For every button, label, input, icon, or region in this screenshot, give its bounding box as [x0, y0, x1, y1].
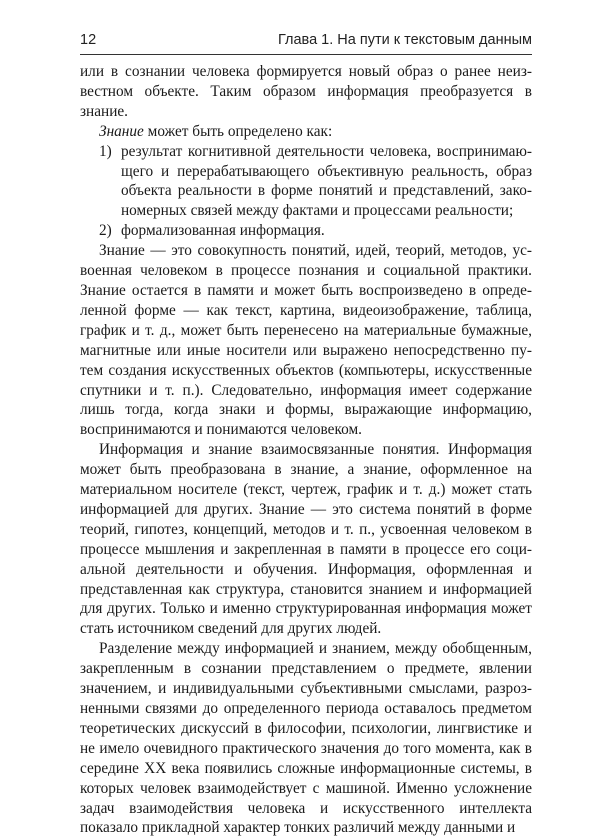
definition-list: [80, 142, 532, 242]
page-number: 12: [80, 32, 97, 48]
paragraph-continuation: или в сознании человека формируется новый образ о ранее неизвестном объекте. Таким образом информация преобразуется в знание.: [80, 63, 532, 120]
list-marker: 2): [99, 222, 112, 240]
paragraph: Разделение между информацией и знанием, между обобщенным, закрепленным в сознании представлением о предмете, явлении значением, и индивидуальными субъективными смыслами, разрозненными связями до определенного периода оставалось предметом теоретических дискуссий в философии, психологии, лингвистике и не имело очевидного практического значения до того момента, как в середине XX века появились сложные информационные системы, в которых человек взаимодействует с машиной. Именно усложнение задач взаимодействия человека и искусственного интеллекта показало прикладной характер тонких различий между данными и: [80, 640, 532, 837]
running-title: Глава 1. На пути к текстовым данным: [277, 32, 532, 48]
list-item: [80, 142, 532, 222]
header-rule: [80, 54, 532, 55]
paragraph: Информация и знание взаимосвязанные понятия. Информация может быть преобразована в знание, а знание, оформленное на материальном носителе (текст, чертеж, график и т. д.) может стать информацией для других. Знание — это система понятий в форме теорий, гипотез, концепций, методов и т. п., усвоенная человеком в процессе мышления и закрепленная в памяти в процессе его социальной деятельности и обучения. Информация, оформленная и представленная как структура, становится знанием и информацией для других. Только и именно структурированная информация может стать источником сведений для других людей.: [80, 441, 532, 638]
definition-intro-text: может быть определено как:: [143, 122, 333, 140]
paragraph: Знание — это совокупность понятий, идей, теорий, методов, усвоенная человеком в процессе познания и социальной практики. Знание остается в памяти и может быть воспроизведено в определенной форме — как текст, картина, видеоизображение, таблица, график и т. д., может быть перенесено на материальные бумажные, магнитные или иные носители или выражено непосредственно путем создания искусственных объектов (компьютеры, искусственные спутники и т. п.). Следовательно, информация имеет содержание лишь тогда, когда знаки и формы, выражающие информацию, воспринимаются и понимаются человеком.: [80, 242, 532, 439]
list-marker: 1): [99, 142, 112, 160]
term-knowledge: Знание: [99, 122, 144, 140]
list-item-text: результат когнитивной деятельности человека, воспринимающего и перерабатывающего объективную реальность, образ объекта реальности в форме понятий и представлений, закономерных связей между фактами и процессами реальности;: [121, 142, 532, 220]
paragraph-definition-intro: [80, 122, 532, 142]
list-item-text: формализованная информация.: [121, 222, 325, 240]
body-text: [80, 62, 532, 838]
page-header: [80, 30, 532, 52]
list-item: [80, 221, 532, 241]
